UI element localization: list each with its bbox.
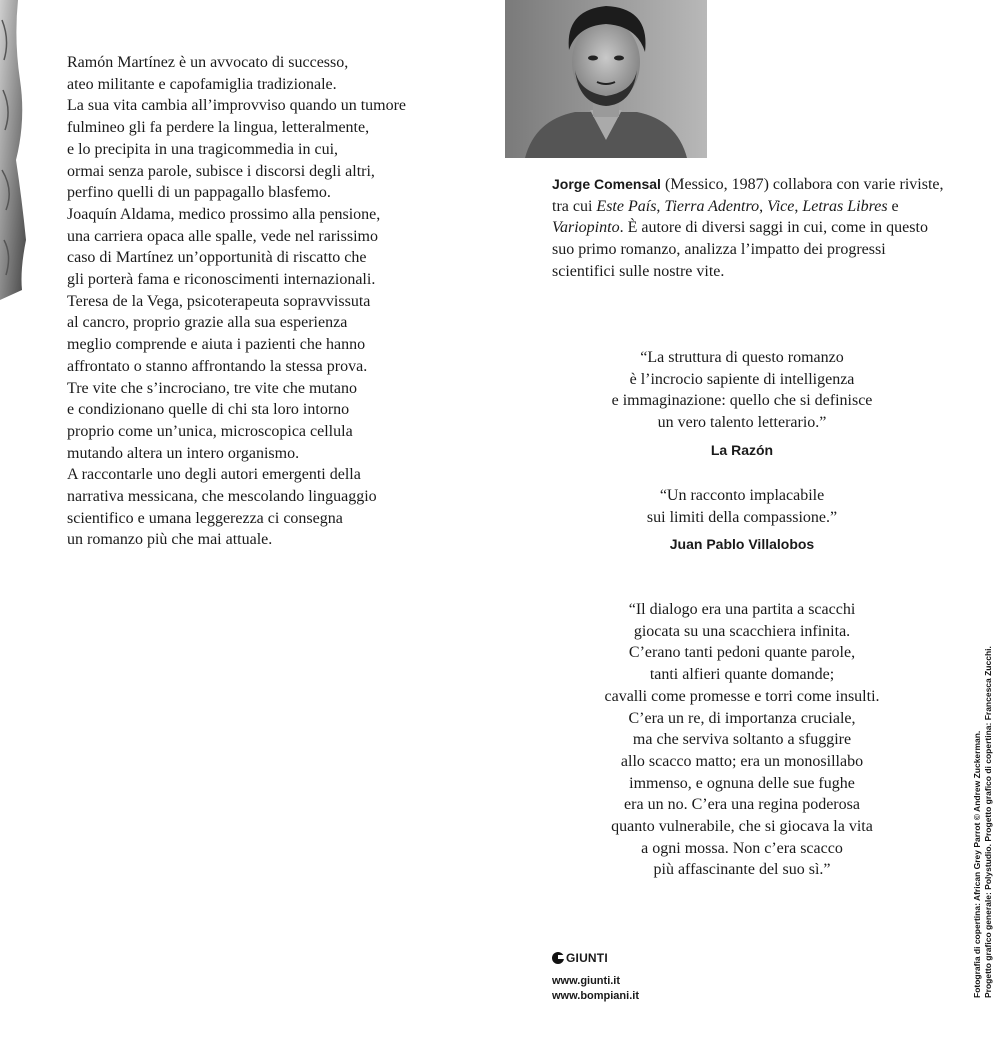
publisher-url[interactable]: www.giunti.it <box>552 975 621 987</box>
publisher-url[interactable]: www.bompiani.it <box>552 990 639 1002</box>
cover-credits: Fotografia di copertina: African Grey Parrot © Andrew Zuckerman. Progetto grafico generale: Polystudio. Progetto grafico di copertina: Francesca Zucchi. <box>972 646 993 998</box>
press-quote-source: Juan Pablo Villalobos <box>669 536 815 552</box>
press-quote-source: La Razón <box>710 442 774 458</box>
cover-art-fragment <box>0 0 30 300</box>
author-bio: Jorge Comensal (Messico, 1987) collabora con varie riviste, tra cui Este País, Tierra Adentro, Vice, Letras Libres e Variopinto. È autore di diversi saggi in cui, come in questo suo primo romanzo, analizza l’impatto dei progressi scientifici sulle nostre vite. <box>552 176 944 280</box>
synopsis-text: Ramón Martínez è un avvocato di successo, ateo militante e capofamiglia tradizionale. La sua vita cambia all’improvviso quando un tumore fulmineo gli fa perdere la lingua, letteralmente, e lo precipita in una tragicommedia in cui, ormai senza parole, subisce i discorsi degli altri, perfino quelli di un pappagallo blasfemo. Joaquín Aldama, medico prossimo alla pensione, una carriera opaca alle spalle, vede nel rarissimo caso di Martínez un’opportunità di riscatto che gli porterà fama e riconoscimenti internazionali. Teresa de la Vega, psicoterapeuta sopravvissuta al cancro, proprio grazie alla sua esperienza meglio comprende e aiuta i pazienti che hanno affrontato o stanno affrontando la stessa prova. Tre vite che s’incrociano, tre vite che mutano e condizionano quelle di chi sta loro intorno proprio come un’unica, microscopica cellula mutando altera un intero organismo. A raccontarle uno degli autori emergenti della narrativa messicana, che mescolando linguaggio scientifico e umana leggerezza ci consegna un romanzo più che mai attuale. <box>67 54 407 549</box>
book-excerpt: “Il dialogo era una partita a scacchi giocata su una scacchiera infinita. C’erano tanti pedoni quante parole, tanti alfieri quante domande; cavalli come promesse e torri come insulti. C’era un re, di importanza cruciale, ma che serviva soltanto a sfuggire allo scacco matto; era un monosillabo immenso, e ognuna delle sue fughe era un no. C’era una regina poderosa quanto vulnerabile, che si giocava la vita a ogni mossa. Non c’era scacco più affascinante del suo sì.” <box>604 601 880 879</box>
publisher-block <box>552 950 639 1004</box>
press-quote: “La struttura di questo romanzo è l’incrocio sapiente di intelligenza e immaginazione: quello che si definisce un vero talento letterario.” <box>611 349 873 432</box>
author-name: Jorge Comensal <box>552 176 661 192</box>
author-photo <box>505 0 707 158</box>
press-quote: “Un racconto implacabile sui limiti della compassione.” <box>646 487 838 526</box>
giunti-logo-icon <box>552 952 564 964</box>
publisher-logo: GIUNTI <box>552 950 639 966</box>
